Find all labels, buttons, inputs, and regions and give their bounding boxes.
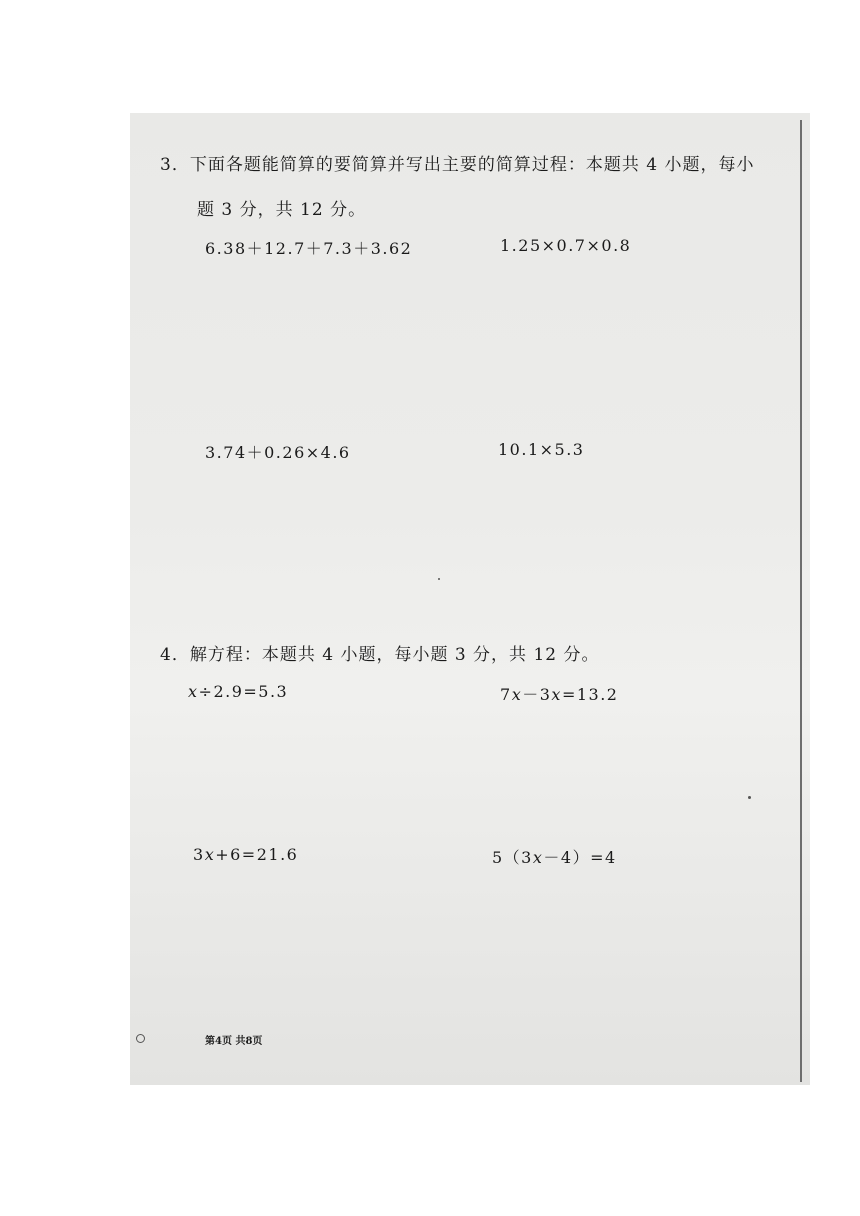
q3-instruction-line1: 3．下面各题能简算的要简算并写出主要的简算过程：本题共 4 小题，每小 <box>160 155 755 175</box>
q3-item-3: 3.74＋0.26×4.6 <box>205 443 351 462</box>
q3-item-1: 6.38＋12.7＋7.3＋3.62 <box>205 239 413 258</box>
equation-rest: ÷2.9=5.3 <box>198 682 289 701</box>
q4-equation-3 <box>193 845 298 864</box>
q3-item-4: 10.1×5.3 <box>498 440 585 459</box>
variable-x: x <box>204 845 216 864</box>
q3-item-2: 1.25×0.7×0.8 <box>500 236 632 255</box>
equation-part: －3 <box>522 685 552 704</box>
q4-equation-4 <box>492 845 617 868</box>
page-number: 第4页 共8页 <box>205 1036 263 1047</box>
q4-equation-2 <box>500 682 618 705</box>
speck <box>748 796 751 799</box>
q4-equation-1 <box>188 682 288 701</box>
speck <box>438 578 440 580</box>
variable-x: x <box>188 682 199 701</box>
equation-part: 5（3 <box>492 848 533 867</box>
page-edge-line <box>800 120 802 1082</box>
q3-instruction-line2: 题 3 分，共 12 分。 <box>197 200 367 220</box>
coefficient: 3 <box>193 845 205 864</box>
variable-x: x <box>532 848 544 867</box>
variable-x: x <box>511 685 523 704</box>
equation-rest: +6=21.6 <box>215 845 299 864</box>
equation-rest: －4）=4 <box>543 848 617 867</box>
binder-hole-icon <box>136 1034 145 1043</box>
variable-x: x <box>551 685 562 704</box>
equation-rest: =13.2 <box>561 685 619 704</box>
coefficient: 7 <box>500 685 512 704</box>
q4-instruction: 4．解方程：本题共 4 小题，每小题 3 分，共 12 分。 <box>160 645 600 665</box>
